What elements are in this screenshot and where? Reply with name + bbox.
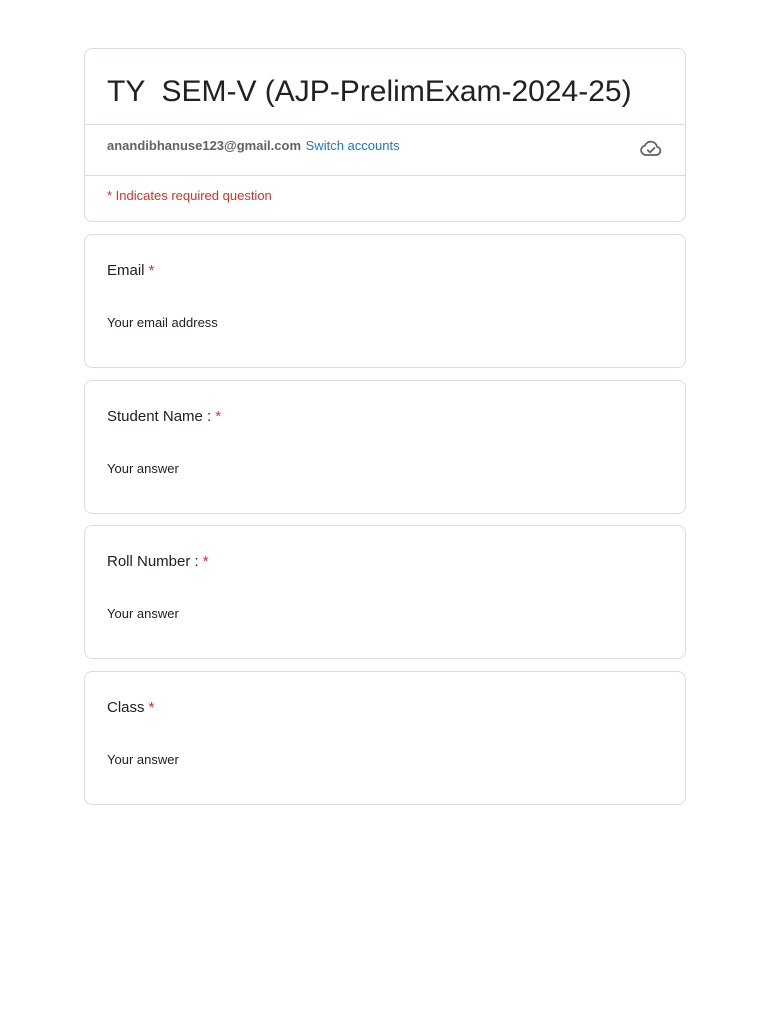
class-input[interactable] <box>107 748 407 770</box>
question-label <box>107 698 154 718</box>
question-title: Roll Number : <box>107 553 199 570</box>
question-card-student-name <box>84 380 686 514</box>
question-card-class <box>84 671 686 805</box>
required-asterisk: * <box>215 408 222 425</box>
question-label <box>107 552 209 572</box>
header-divider <box>85 124 685 125</box>
question-title: Class <box>107 699 145 716</box>
student-name-input[interactable] <box>107 457 407 479</box>
question-title: Student Name : <box>107 408 212 425</box>
question-card-roll-number <box>84 525 686 659</box>
roll-number-input[interactable] <box>107 602 407 624</box>
question-label <box>107 261 154 281</box>
account-divider <box>85 175 685 176</box>
form-header-card <box>84 48 686 222</box>
account-email: anandibhanuse123@gmail.com <box>107 138 302 153</box>
cloud-check-icon[interactable] <box>639 138 663 158</box>
switch-accounts-link[interactable]: Switch accounts <box>305 138 400 153</box>
email-input[interactable] <box>107 311 407 333</box>
account-row <box>107 138 400 154</box>
question-card-email <box>84 234 686 368</box>
question-title: Email <box>107 262 145 279</box>
form-title: TY SEM-V (AJP-PrelimExam-2024-25) <box>107 75 632 108</box>
question-label <box>107 407 221 427</box>
required-asterisk: * <box>148 262 155 279</box>
required-asterisk: * <box>202 553 209 570</box>
required-note: * Indicates required question <box>107 188 272 203</box>
required-asterisk: * <box>148 699 155 716</box>
